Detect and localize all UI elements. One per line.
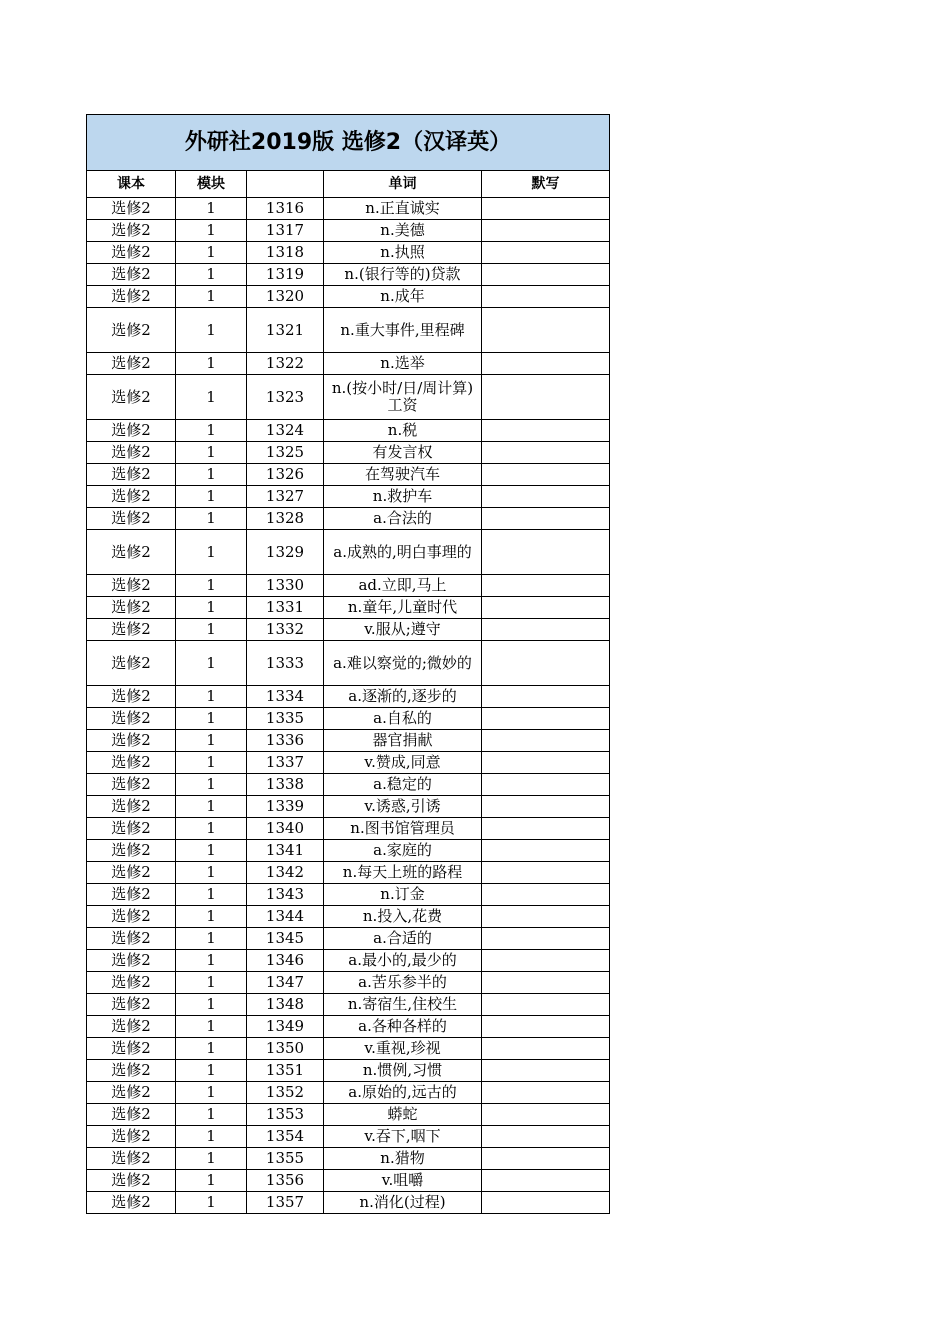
cell-module: 1 — [176, 928, 247, 950]
cell-book: 选修2 — [87, 530, 176, 575]
cell-number: 1316 — [247, 198, 324, 220]
cell-dictation-input[interactable] — [482, 486, 610, 508]
cell-module: 1 — [176, 1192, 247, 1214]
cell-number: 1348 — [247, 994, 324, 1016]
cell-module: 1 — [176, 198, 247, 220]
table-row — [87, 575, 610, 597]
cell-module: 1 — [176, 242, 247, 264]
cell-word: a.难以察觉的;微妙的 — [324, 641, 482, 686]
table-row — [87, 464, 610, 486]
cell-word: v.咀嚼 — [324, 1170, 482, 1192]
cell-dictation-input[interactable] — [482, 420, 610, 442]
cell-word: 有发言权 — [324, 442, 482, 464]
cell-module: 1 — [176, 972, 247, 994]
cell-number: 1339 — [247, 796, 324, 818]
cell-module: 1 — [176, 353, 247, 375]
cell-book: 选修2 — [87, 242, 176, 264]
cell-word: n.投入,花费 — [324, 906, 482, 928]
cell-word: v.诱惑,引诱 — [324, 796, 482, 818]
cell-number: 1351 — [247, 1060, 324, 1082]
cell-number: 1322 — [247, 353, 324, 375]
cell-book: 选修2 — [87, 1170, 176, 1192]
cell-number: 1346 — [247, 950, 324, 972]
cell-word: n.重大事件,里程碑 — [324, 308, 482, 353]
table-row — [87, 796, 610, 818]
table-row — [87, 1192, 610, 1214]
cell-number: 1344 — [247, 906, 324, 928]
cell-dictation-input[interactable] — [482, 1192, 610, 1214]
cell-dictation-input[interactable] — [482, 906, 610, 928]
cell-number: 1353 — [247, 1104, 324, 1126]
cell-number: 1343 — [247, 884, 324, 906]
table-row — [87, 708, 610, 730]
table-row — [87, 420, 610, 442]
table-row — [87, 286, 610, 308]
cell-dictation-input[interactable] — [482, 530, 610, 575]
header-row — [87, 171, 610, 198]
cell-book: 选修2 — [87, 1038, 176, 1060]
cell-word: ad.立即,马上 — [324, 575, 482, 597]
cell-word: n.寄宿生,住校生 — [324, 994, 482, 1016]
table-row — [87, 619, 610, 641]
cell-number: 1333 — [247, 641, 324, 686]
cell-book: 选修2 — [87, 906, 176, 928]
cell-dictation-input[interactable] — [482, 1016, 610, 1038]
cell-book: 选修2 — [87, 708, 176, 730]
cell-number: 1329 — [247, 530, 324, 575]
table-row — [87, 862, 610, 884]
cell-module: 1 — [176, 840, 247, 862]
table-row — [87, 1126, 610, 1148]
cell-number: 1331 — [247, 597, 324, 619]
table-row — [87, 884, 610, 906]
cell-number: 1357 — [247, 1192, 324, 1214]
cell-module: 1 — [176, 1082, 247, 1104]
cell-dictation-input[interactable] — [482, 641, 610, 686]
cell-dictation-input[interactable] — [482, 242, 610, 264]
cell-book: 选修2 — [87, 1082, 176, 1104]
cell-book: 选修2 — [87, 1016, 176, 1038]
cell-module: 1 — [176, 730, 247, 752]
table-row — [87, 1104, 610, 1126]
table-row — [87, 597, 610, 619]
cell-dictation-input[interactable] — [482, 774, 610, 796]
cell-book: 选修2 — [87, 1104, 176, 1126]
cell-number: 1325 — [247, 442, 324, 464]
cell-word: n.救护车 — [324, 486, 482, 508]
cell-module: 1 — [176, 994, 247, 1016]
cell-book: 选修2 — [87, 508, 176, 530]
cell-module: 1 — [176, 641, 247, 686]
cell-module: 1 — [176, 1060, 247, 1082]
cell-number: 1324 — [247, 420, 324, 442]
cell-dictation-input[interactable] — [482, 1038, 610, 1060]
cell-dictation-input[interactable] — [482, 442, 610, 464]
cell-module: 1 — [176, 508, 247, 530]
header-module: 模块 — [176, 171, 247, 198]
cell-module: 1 — [176, 1104, 247, 1126]
cell-word: n.执照 — [324, 242, 482, 264]
cell-word: a.稳定的 — [324, 774, 482, 796]
cell-book: 选修2 — [87, 375, 176, 420]
cell-dictation-input[interactable] — [482, 730, 610, 752]
header-book: 课本 — [87, 171, 176, 198]
cell-word: 器官捐献 — [324, 730, 482, 752]
cell-book: 选修2 — [87, 619, 176, 641]
cell-word: n.美德 — [324, 220, 482, 242]
cell-module: 1 — [176, 597, 247, 619]
cell-book: 选修2 — [87, 1192, 176, 1214]
cell-dictation-input[interactable] — [482, 884, 610, 906]
cell-book: 选修2 — [87, 1148, 176, 1170]
table-row — [87, 928, 610, 950]
cell-book: 选修2 — [87, 1126, 176, 1148]
cell-book: 选修2 — [87, 752, 176, 774]
cell-number: 1335 — [247, 708, 324, 730]
cell-module: 1 — [176, 774, 247, 796]
cell-word: n.(按小时/日/周计算)工资 — [324, 375, 482, 420]
cell-book: 选修2 — [87, 308, 176, 353]
cell-word: a.成熟的,明白事理的 — [324, 530, 482, 575]
cell-dictation-input[interactable] — [482, 575, 610, 597]
cell-dictation-input[interactable] — [482, 508, 610, 530]
cell-book: 选修2 — [87, 486, 176, 508]
cell-book: 选修2 — [87, 994, 176, 1016]
table-row — [87, 906, 610, 928]
cell-book: 选修2 — [87, 950, 176, 972]
cell-word: a.苦乐参半的 — [324, 972, 482, 994]
cell-word: n.猎物 — [324, 1148, 482, 1170]
table-row — [87, 686, 610, 708]
table-row — [87, 508, 610, 530]
cell-book: 选修2 — [87, 597, 176, 619]
cell-dictation-input[interactable] — [482, 994, 610, 1016]
cell-book: 选修2 — [87, 464, 176, 486]
cell-word: n.惯例,习惯 — [324, 1060, 482, 1082]
cell-word: a.最小的,最少的 — [324, 950, 482, 972]
cell-book: 选修2 — [87, 796, 176, 818]
table-row — [87, 950, 610, 972]
cell-module: 1 — [176, 442, 247, 464]
cell-dictation-input[interactable] — [482, 1060, 610, 1082]
cell-book: 选修2 — [87, 928, 176, 950]
cell-number: 1326 — [247, 464, 324, 486]
sheet-title: 外研社2019版 选修2（汉译英） — [87, 115, 610, 171]
cell-book: 选修2 — [87, 420, 176, 442]
cell-number: 1349 — [247, 1016, 324, 1038]
cell-book: 选修2 — [87, 198, 176, 220]
cell-dictation-input[interactable] — [482, 752, 610, 774]
table-row — [87, 308, 610, 353]
cell-dictation-input[interactable] — [482, 1170, 610, 1192]
table-row — [87, 972, 610, 994]
cell-module: 1 — [176, 796, 247, 818]
cell-book: 选修2 — [87, 818, 176, 840]
cell-book: 选修2 — [87, 641, 176, 686]
cell-book: 选修2 — [87, 353, 176, 375]
cell-module: 1 — [176, 264, 247, 286]
cell-module: 1 — [176, 619, 247, 641]
cell-dictation-input[interactable] — [482, 264, 610, 286]
table-row — [87, 442, 610, 464]
cell-word: v.重视,珍视 — [324, 1038, 482, 1060]
cell-word: a.逐渐的,逐步的 — [324, 686, 482, 708]
cell-module: 1 — [176, 1148, 247, 1170]
cell-number: 1328 — [247, 508, 324, 530]
table-row — [87, 730, 610, 752]
cell-dictation-input[interactable] — [482, 308, 610, 353]
cell-module: 1 — [176, 530, 247, 575]
cell-number: 1317 — [247, 220, 324, 242]
cell-number: 1355 — [247, 1148, 324, 1170]
cell-word: n.正直诚实 — [324, 198, 482, 220]
cell-number: 1342 — [247, 862, 324, 884]
cell-number: 1334 — [247, 686, 324, 708]
table-row — [87, 198, 610, 220]
cell-dictation-input[interactable] — [482, 286, 610, 308]
cell-word: n.图书馆管理员 — [324, 818, 482, 840]
cell-word: v.吞下,咽下 — [324, 1126, 482, 1148]
cell-number: 1321 — [247, 308, 324, 353]
header-number — [247, 171, 324, 198]
cell-module: 1 — [176, 1016, 247, 1038]
cell-word: a.合适的 — [324, 928, 482, 950]
cell-dictation-input[interactable] — [482, 597, 610, 619]
cell-dictation-input[interactable] — [482, 619, 610, 641]
cell-word: n.每天上班的路程 — [324, 862, 482, 884]
cell-word: a.家庭的 — [324, 840, 482, 862]
cell-module: 1 — [176, 308, 247, 353]
cell-module: 1 — [176, 1126, 247, 1148]
cell-dictation-input[interactable] — [482, 928, 610, 950]
cell-word: 蟒蛇 — [324, 1104, 482, 1126]
cell-module: 1 — [176, 464, 247, 486]
table-row — [87, 220, 610, 242]
cell-number: 1352 — [247, 1082, 324, 1104]
cell-book: 选修2 — [87, 840, 176, 862]
cell-module: 1 — [176, 862, 247, 884]
cell-module: 1 — [176, 906, 247, 928]
cell-book: 选修2 — [87, 862, 176, 884]
table-row — [87, 1148, 610, 1170]
cell-number: 1318 — [247, 242, 324, 264]
cell-dictation-input[interactable] — [482, 464, 610, 486]
table-row — [87, 530, 610, 575]
cell-module: 1 — [176, 375, 247, 420]
cell-number: 1327 — [247, 486, 324, 508]
cell-book: 选修2 — [87, 774, 176, 796]
cell-module: 1 — [176, 708, 247, 730]
cell-dictation-input[interactable] — [482, 220, 610, 242]
cell-word: n.童年,儿童时代 — [324, 597, 482, 619]
cell-word: a.原始的,远古的 — [324, 1082, 482, 1104]
cell-module: 1 — [176, 575, 247, 597]
cell-word: n.税 — [324, 420, 482, 442]
cell-dictation-input[interactable] — [482, 198, 610, 220]
cell-book: 选修2 — [87, 442, 176, 464]
cell-word: n.(银行等的)贷款 — [324, 264, 482, 286]
cell-module: 1 — [176, 486, 247, 508]
table-row — [87, 242, 610, 264]
table-body — [87, 198, 610, 1214]
cell-number: 1332 — [247, 619, 324, 641]
table-row — [87, 353, 610, 375]
cell-book: 选修2 — [87, 286, 176, 308]
cell-word: n.订金 — [324, 884, 482, 906]
cell-word: n.选举 — [324, 353, 482, 375]
cell-dictation-input[interactable] — [482, 862, 610, 884]
cell-book: 选修2 — [87, 972, 176, 994]
cell-dictation-input[interactable] — [482, 1104, 610, 1126]
table-row — [87, 752, 610, 774]
table-row — [87, 486, 610, 508]
cell-book: 选修2 — [87, 264, 176, 286]
cell-book: 选修2 — [87, 730, 176, 752]
table-row — [87, 818, 610, 840]
cell-book: 选修2 — [87, 575, 176, 597]
cell-number: 1336 — [247, 730, 324, 752]
cell-module: 1 — [176, 286, 247, 308]
cell-number: 1350 — [247, 1038, 324, 1060]
cell-word: v.服从;遵守 — [324, 619, 482, 641]
table-row — [87, 641, 610, 686]
cell-book: 选修2 — [87, 220, 176, 242]
cell-module: 1 — [176, 1038, 247, 1060]
cell-number: 1354 — [247, 1126, 324, 1148]
cell-module: 1 — [176, 884, 247, 906]
cell-dictation-input[interactable] — [482, 972, 610, 994]
cell-word: v.赞成,同意 — [324, 752, 482, 774]
cell-number: 1340 — [247, 818, 324, 840]
cell-dictation-input[interactable] — [482, 796, 610, 818]
vocabulary-sheet — [86, 114, 610, 1214]
cell-dictation-input[interactable] — [482, 818, 610, 840]
cell-dictation-input[interactable] — [482, 1082, 610, 1104]
cell-dictation-input[interactable] — [482, 353, 610, 375]
cell-dictation-input[interactable] — [482, 1148, 610, 1170]
cell-number: 1319 — [247, 264, 324, 286]
table-row — [87, 375, 610, 420]
table-row — [87, 774, 610, 796]
cell-dictation-input[interactable] — [482, 708, 610, 730]
cell-module: 1 — [176, 220, 247, 242]
cell-number: 1337 — [247, 752, 324, 774]
cell-number: 1341 — [247, 840, 324, 862]
cell-word: n.成年 — [324, 286, 482, 308]
cell-word: a.各种各样的 — [324, 1016, 482, 1038]
cell-word: n.消化(过程) — [324, 1192, 482, 1214]
cell-book: 选修2 — [87, 686, 176, 708]
cell-number: 1320 — [247, 286, 324, 308]
cell-book: 选修2 — [87, 884, 176, 906]
cell-dictation-input[interactable] — [482, 686, 610, 708]
table-row — [87, 264, 610, 286]
header-word: 单词 — [324, 171, 482, 198]
cell-dictation-input[interactable] — [482, 1126, 610, 1148]
cell-number: 1356 — [247, 1170, 324, 1192]
table-row — [87, 994, 610, 1016]
table-row — [87, 1170, 610, 1192]
cell-word: 在驾驶汽车 — [324, 464, 482, 486]
table-row — [87, 1016, 610, 1038]
cell-number: 1345 — [247, 928, 324, 950]
cell-dictation-input[interactable] — [482, 840, 610, 862]
header-dictation: 默写 — [482, 171, 610, 198]
cell-dictation-input[interactable] — [482, 375, 610, 420]
cell-number: 1323 — [247, 375, 324, 420]
cell-number: 1330 — [247, 575, 324, 597]
cell-module: 1 — [176, 1170, 247, 1192]
cell-book: 选修2 — [87, 1060, 176, 1082]
table-row — [87, 1082, 610, 1104]
table-row — [87, 1060, 610, 1082]
cell-word: a.合法的 — [324, 508, 482, 530]
cell-module: 1 — [176, 818, 247, 840]
cell-dictation-input[interactable] — [482, 950, 610, 972]
cell-module: 1 — [176, 752, 247, 774]
cell-module: 1 — [176, 686, 247, 708]
cell-number: 1338 — [247, 774, 324, 796]
cell-module: 1 — [176, 950, 247, 972]
cell-word: a.自私的 — [324, 708, 482, 730]
table-row — [87, 1038, 610, 1060]
cell-number: 1347 — [247, 972, 324, 994]
cell-module: 1 — [176, 420, 247, 442]
table-row — [87, 840, 610, 862]
